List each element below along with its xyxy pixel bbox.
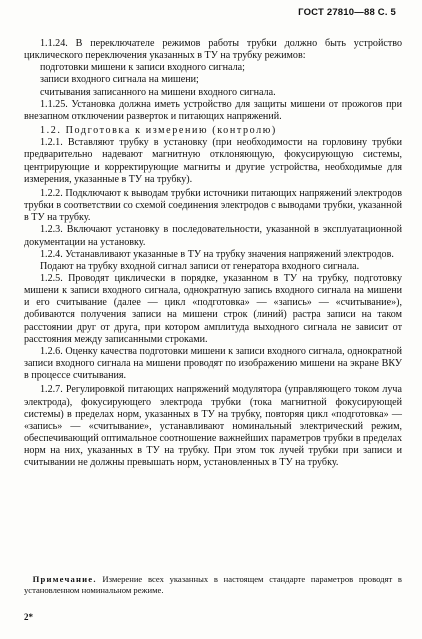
page-header: ГОСТ 27810—88 С. 5 bbox=[298, 7, 396, 18]
note-label: Примечание. bbox=[32, 574, 97, 584]
list-item-prep: подготовки мишени к записи входного сигнала; bbox=[40, 62, 245, 74]
note-text: Измерение всех указанных в настоящем стандарте параметров проводят в установленном номинальном режиме. bbox=[24, 574, 402, 595]
section-heading-1-2: 1.2. Подготовка к измерению (контролю) bbox=[40, 125, 277, 137]
paragraph-1-2-3: 1.2.3. Включают установку в последовательности, указанной в эксплуатационной документации на установку. bbox=[24, 224, 402, 248]
note bbox=[24, 574, 402, 596]
list-item-record: записи входного сигнала на мишени; bbox=[40, 74, 199, 86]
paragraph-1-2-7: 1.2.7. Регулировкой питающих напряжений модулятора (управляющего током луча электрода), фокусирующего электрода трубки (тока магнитной фокусирующей системы) в пределах норм, указанных в ТУ на трубку, повторяя цикл «подготовка» — «запись» — «считывание», устанавливают номинальный электрический режим, обеспечивающий оптимальное соотношение важнейших параметров трубки в пределах норм на них, указанных в ТУ на трубку. При этом ток лучей трубки при записи и считывании не должны превышать норм, установленных в ТУ на трубку. bbox=[24, 384, 402, 469]
paragraph-1-1-24: 1.1.24. В переключателе режимов работы трубки должно быть устройство циклического переключения указанных в ТУ на трубку режимов: bbox=[24, 38, 402, 62]
paragraph-1-2-5: 1.2.5. Проводят циклически в порядке, указанном в ТУ на трубку, подготовку мишени к записи входного сигнала, однократную запись входного сигнала на мишени и его считывание (далее — цикл «подготовка» — «запись» — «считывание»), добиваются получения записи на мишени строк (линий) растра записи на таком расстоянии друг от друга, при котором амплитуда выходного сигнала не зависит от расстояния между записанными строками. bbox=[24, 272, 402, 345]
document-body bbox=[24, 38, 402, 469]
paragraph-1-2-1: 1.2.1. Вставляют трубку в установку (при необходимости на горловину трубки предварительно надевают магнитную отклоняющую, фокусирующую системы, центрирующие и корректирующие магниты и другие устройства, необходимые для измерения, указанные в ТУ на трубку). bbox=[24, 137, 402, 185]
page-footer-mark: 2* bbox=[24, 612, 33, 622]
paragraph-1-2-2: 1.2.2. Подключают к выводам трубки источники питающих напряжений электродов трубки в соответствии со схемой соединения электродов с выводами трубки, указанной в ТУ на трубку. bbox=[24, 187, 402, 224]
paragraph-1-1-25: 1.1.25. Установка должна иметь устройство для защиты мишени от прожогов при внезапном отключении разверток и питающих напряжений. bbox=[24, 98, 402, 122]
paragraph-1-2-6: 1.2.6. Оценку качества подготовки мишени к записи входного сигнала, однократной записи входного сигнала на мишени проводят по изображению мишени на экране ВКУ в процессе считывания. bbox=[24, 345, 402, 382]
list-item-read: считывания записанного на мишени входного сигнала. bbox=[40, 86, 276, 98]
paragraph-input-signal: Подают на трубку входной сигнал записи от генератора входного сигнала. bbox=[40, 260, 360, 272]
paragraph-1-2-4: 1.2.4. Устанавливают указанные в ТУ на трубку значения напряжений электродов. bbox=[40, 248, 394, 260]
